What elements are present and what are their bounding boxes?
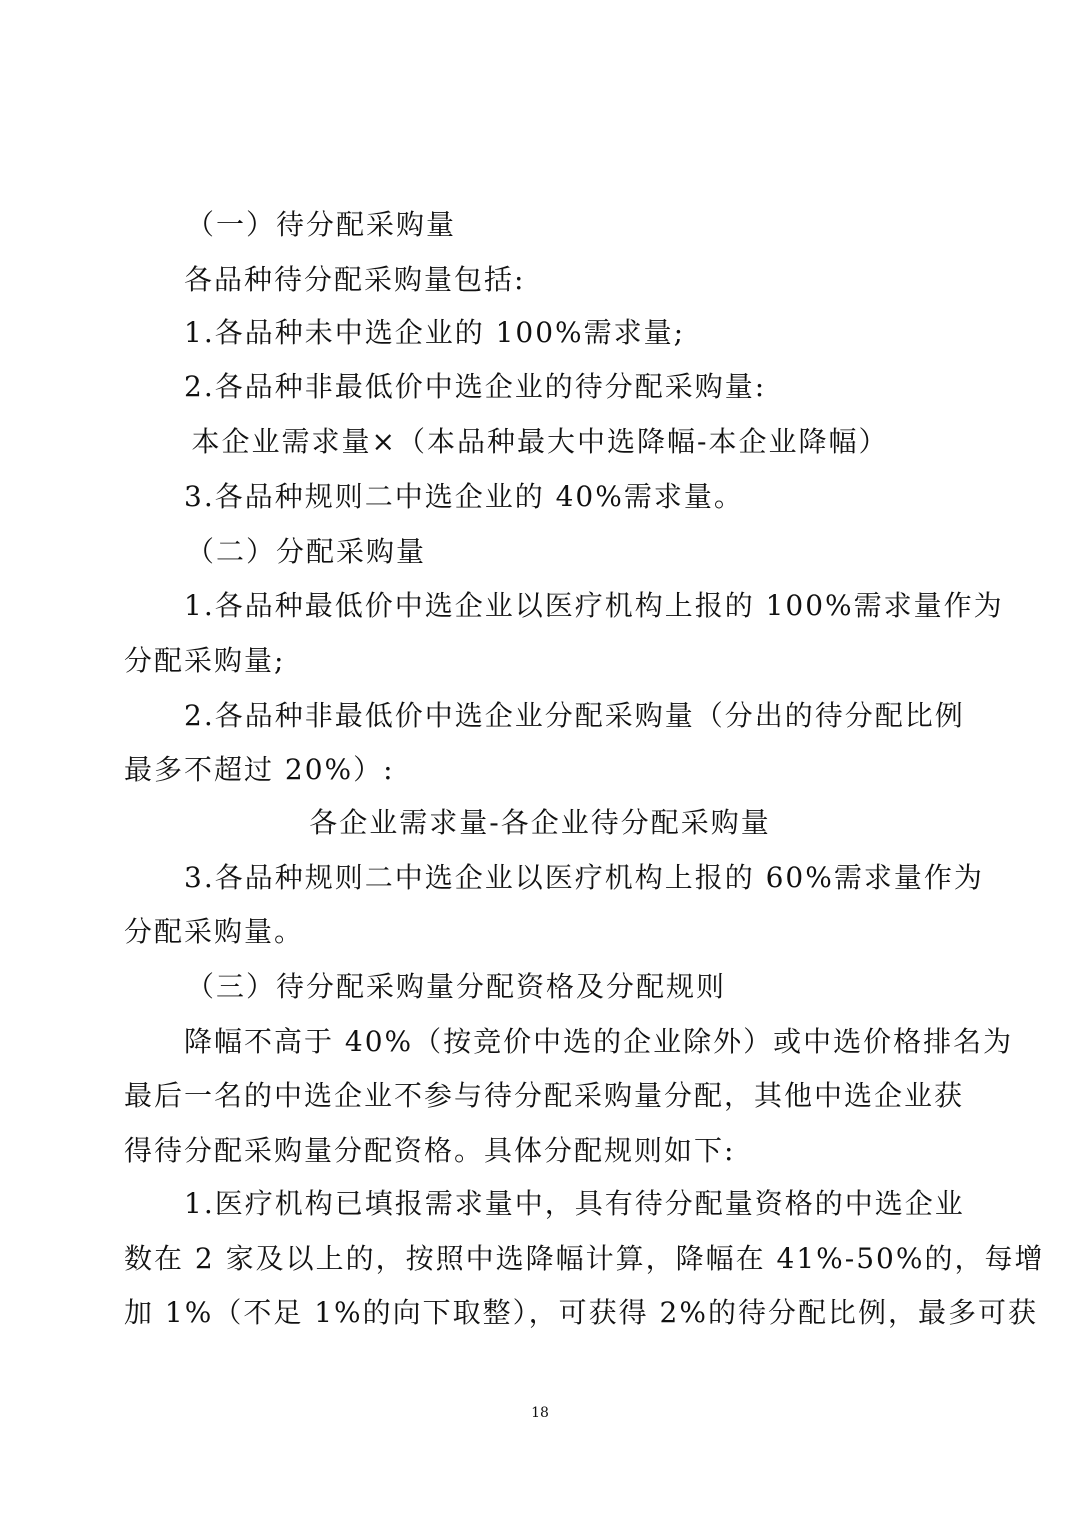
- section-2-heading: （二）分配采购量: [186, 535, 427, 568]
- section-3-paragraph-line-2: 最后一名的中选企业不参与待分配采购量分配，其他中选企业获: [124, 1079, 965, 1112]
- section-3-paragraph-line-3: 得待分配采购量分配资格。具体分配规则如下:: [124, 1134, 736, 1167]
- section-1-item-1: 1.各品种未中选企业的 100%需求量;: [184, 316, 686, 349]
- section-2-formula: 各企业需求量-各企业待分配采购量: [309, 806, 771, 839]
- section-3-heading: （三）待分配采购量分配资格及分配规则: [186, 970, 727, 1003]
- section-1-heading: （一）待分配采购量: [186, 208, 457, 241]
- section-2-item-1-line-2: 分配采购量;: [124, 644, 286, 677]
- section-1-formula: 本企业需求量×（本品种最大中选降幅-本企业降幅）: [191, 425, 889, 458]
- section-1-intro: 各品种待分配采购量包括:: [184, 263, 526, 296]
- section-3-item-1-line-1: 1.医疗机构已填报需求量中，具有待分配量资格的中选企业: [184, 1187, 965, 1220]
- page-number: 18: [531, 1405, 549, 1421]
- section-1-item-2: 2.各品种非最低价中选企业的待分配采购量:: [184, 370, 767, 403]
- section-1-item-3: 3.各品种规则二中选企业的 40%需求量。: [184, 480, 744, 513]
- section-2-item-2-line-1: 2.各品种非最低价中选企业分配采购量（分出的待分配比例: [184, 699, 965, 732]
- section-2-item-3-line-2: 分配采购量。: [124, 915, 305, 948]
- section-2-item-2-line-2: 最多不超过 20%）:: [124, 753, 395, 786]
- section-3-item-1-line-3: 加 1%（不足 1%的向下取整），可获得 2%的待分配比例，最多可获: [124, 1296, 1038, 1329]
- section-3-item-1-line-2: 数在 2 家及以上的，按照中选降幅计算，降幅在 41%-50%的，每增: [124, 1242, 1045, 1275]
- section-2-item-3-line-1: 3.各品种规则二中选企业以医疗机构上报的 60%需求量作为: [184, 861, 984, 894]
- section-2-item-1-line-1: 1.各品种最低价中选企业以医疗机构上报的 100%需求量作为: [184, 589, 1004, 622]
- section-3-paragraph-line-1: 降幅不高于 40%（按竞价中选的企业除外）或中选价格排名为: [184, 1025, 1014, 1058]
